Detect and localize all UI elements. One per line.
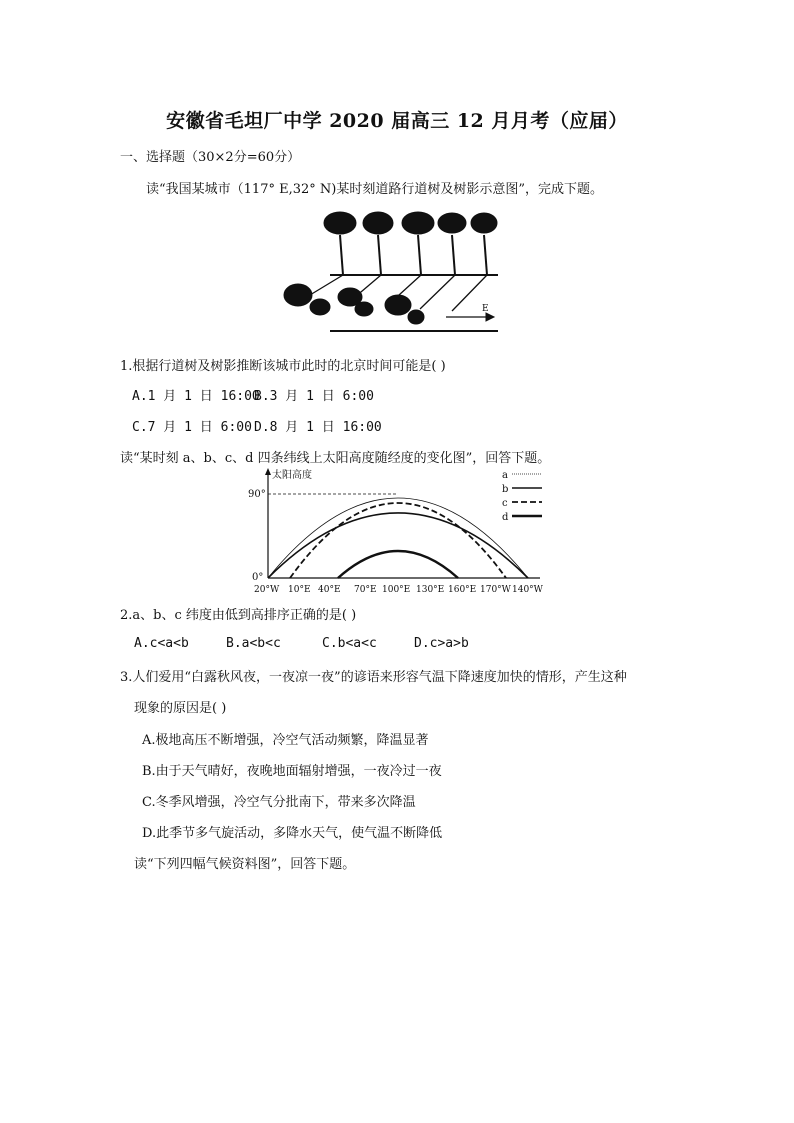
tree-crowns bbox=[324, 212, 497, 234]
question-3-stem-line2: 现象的原因是( ) bbox=[134, 701, 227, 716]
series-b-line bbox=[268, 513, 528, 578]
arrow-label: E bbox=[482, 304, 489, 314]
x-tick-7: 170°W bbox=[480, 585, 511, 595]
q3-option-c: C.冬季风增强，冷空气分批南下，带来多次降温 bbox=[142, 795, 416, 810]
q1-option-c: C.7 月 1 日 6:00 bbox=[132, 420, 252, 435]
legend-d-label: d bbox=[502, 512, 509, 523]
x-tick-2: 40°E bbox=[318, 585, 341, 595]
y-tick-90: 90° bbox=[248, 489, 266, 500]
q2-option-d: D.c>a>b bbox=[414, 636, 469, 651]
tree-trunks bbox=[340, 235, 487, 275]
question-3-stem-line1: 3.人们爱用“白露秋风夜，一夜凉一夜”的谚语来形容气温下降速度加快的情形，产生这种 bbox=[120, 670, 627, 685]
y-tick-0: 0° bbox=[252, 572, 264, 583]
legend bbox=[502, 470, 542, 523]
question-1-stem: 1.根据行道树及树影推断该城市此时的北京时间可能是( ) bbox=[120, 359, 446, 374]
section-heading: 一、选择题（30×2分=60分） bbox=[120, 150, 301, 165]
x-tick-0: 20°W bbox=[254, 585, 280, 595]
solar-altitude-chart bbox=[240, 466, 560, 600]
tree-shadow-figure bbox=[280, 205, 510, 335]
intro-3: 读“下列四幅气候资料图”，回答下题。 bbox=[134, 857, 356, 872]
series-d-line bbox=[338, 551, 458, 578]
q3-option-b: B.由于天气晴好，夜晚地面辐射增强，一夜冷过一夜 bbox=[142, 764, 442, 779]
x-tick-4: 100°E bbox=[382, 585, 411, 595]
y-axis-arrow-icon bbox=[265, 468, 271, 475]
q2-option-b: B.a<b<c bbox=[226, 636, 281, 651]
legend-a-label: a bbox=[502, 470, 508, 481]
question-2-stem: 2.a、b、c 纬度由低到高排序正确的是( ) bbox=[120, 608, 357, 623]
y-axis-label: 太阳高度 bbox=[272, 470, 312, 481]
x-tick-5: 130°E bbox=[416, 585, 445, 595]
x-tick-8: 140°W bbox=[512, 585, 543, 595]
series-a-line bbox=[268, 498, 528, 578]
x-tick-1: 10°E bbox=[288, 585, 311, 595]
q1-option-d: D.8 月 1 日 16:00 bbox=[254, 420, 382, 435]
q3-option-a: A.极地高压不断增强，冷空气活动频繁，降温显著 bbox=[142, 733, 429, 748]
intro-2: 读“某时刻 a、b、c、d 四条纬线上太阳高度随经度的变化图”，回答下题。 bbox=[120, 451, 551, 466]
q1-option-a: A.1 月 1 日 16:00 bbox=[132, 389, 260, 404]
shadow-crowns bbox=[284, 284, 424, 324]
x-ticks bbox=[254, 585, 544, 595]
q2-option-c: C.b<a<c bbox=[322, 636, 377, 651]
x-tick-6: 160°E bbox=[448, 585, 477, 595]
legend-b-label: b bbox=[502, 484, 509, 495]
q2-option-a: A.c<a<b bbox=[134, 636, 189, 651]
q3-option-d: D.此季节多气旋活动，多降水天气，使气温不断降低 bbox=[142, 826, 443, 841]
legend-c-label: c bbox=[502, 498, 508, 509]
arrow-head-icon bbox=[486, 313, 494, 321]
page-title: 安徽省毛坦厂中学 2020 届高三 12 月月考（应届） bbox=[166, 110, 628, 132]
series-c-line bbox=[290, 503, 506, 578]
q1-option-b: B.3 月 1 日 6:00 bbox=[254, 389, 374, 404]
intro-1: 读“我国某城市（117° E,32° N)某时刻道路行道树及树影示意图”，完成下题。 bbox=[146, 182, 603, 197]
x-tick-3: 70°E bbox=[354, 585, 377, 595]
